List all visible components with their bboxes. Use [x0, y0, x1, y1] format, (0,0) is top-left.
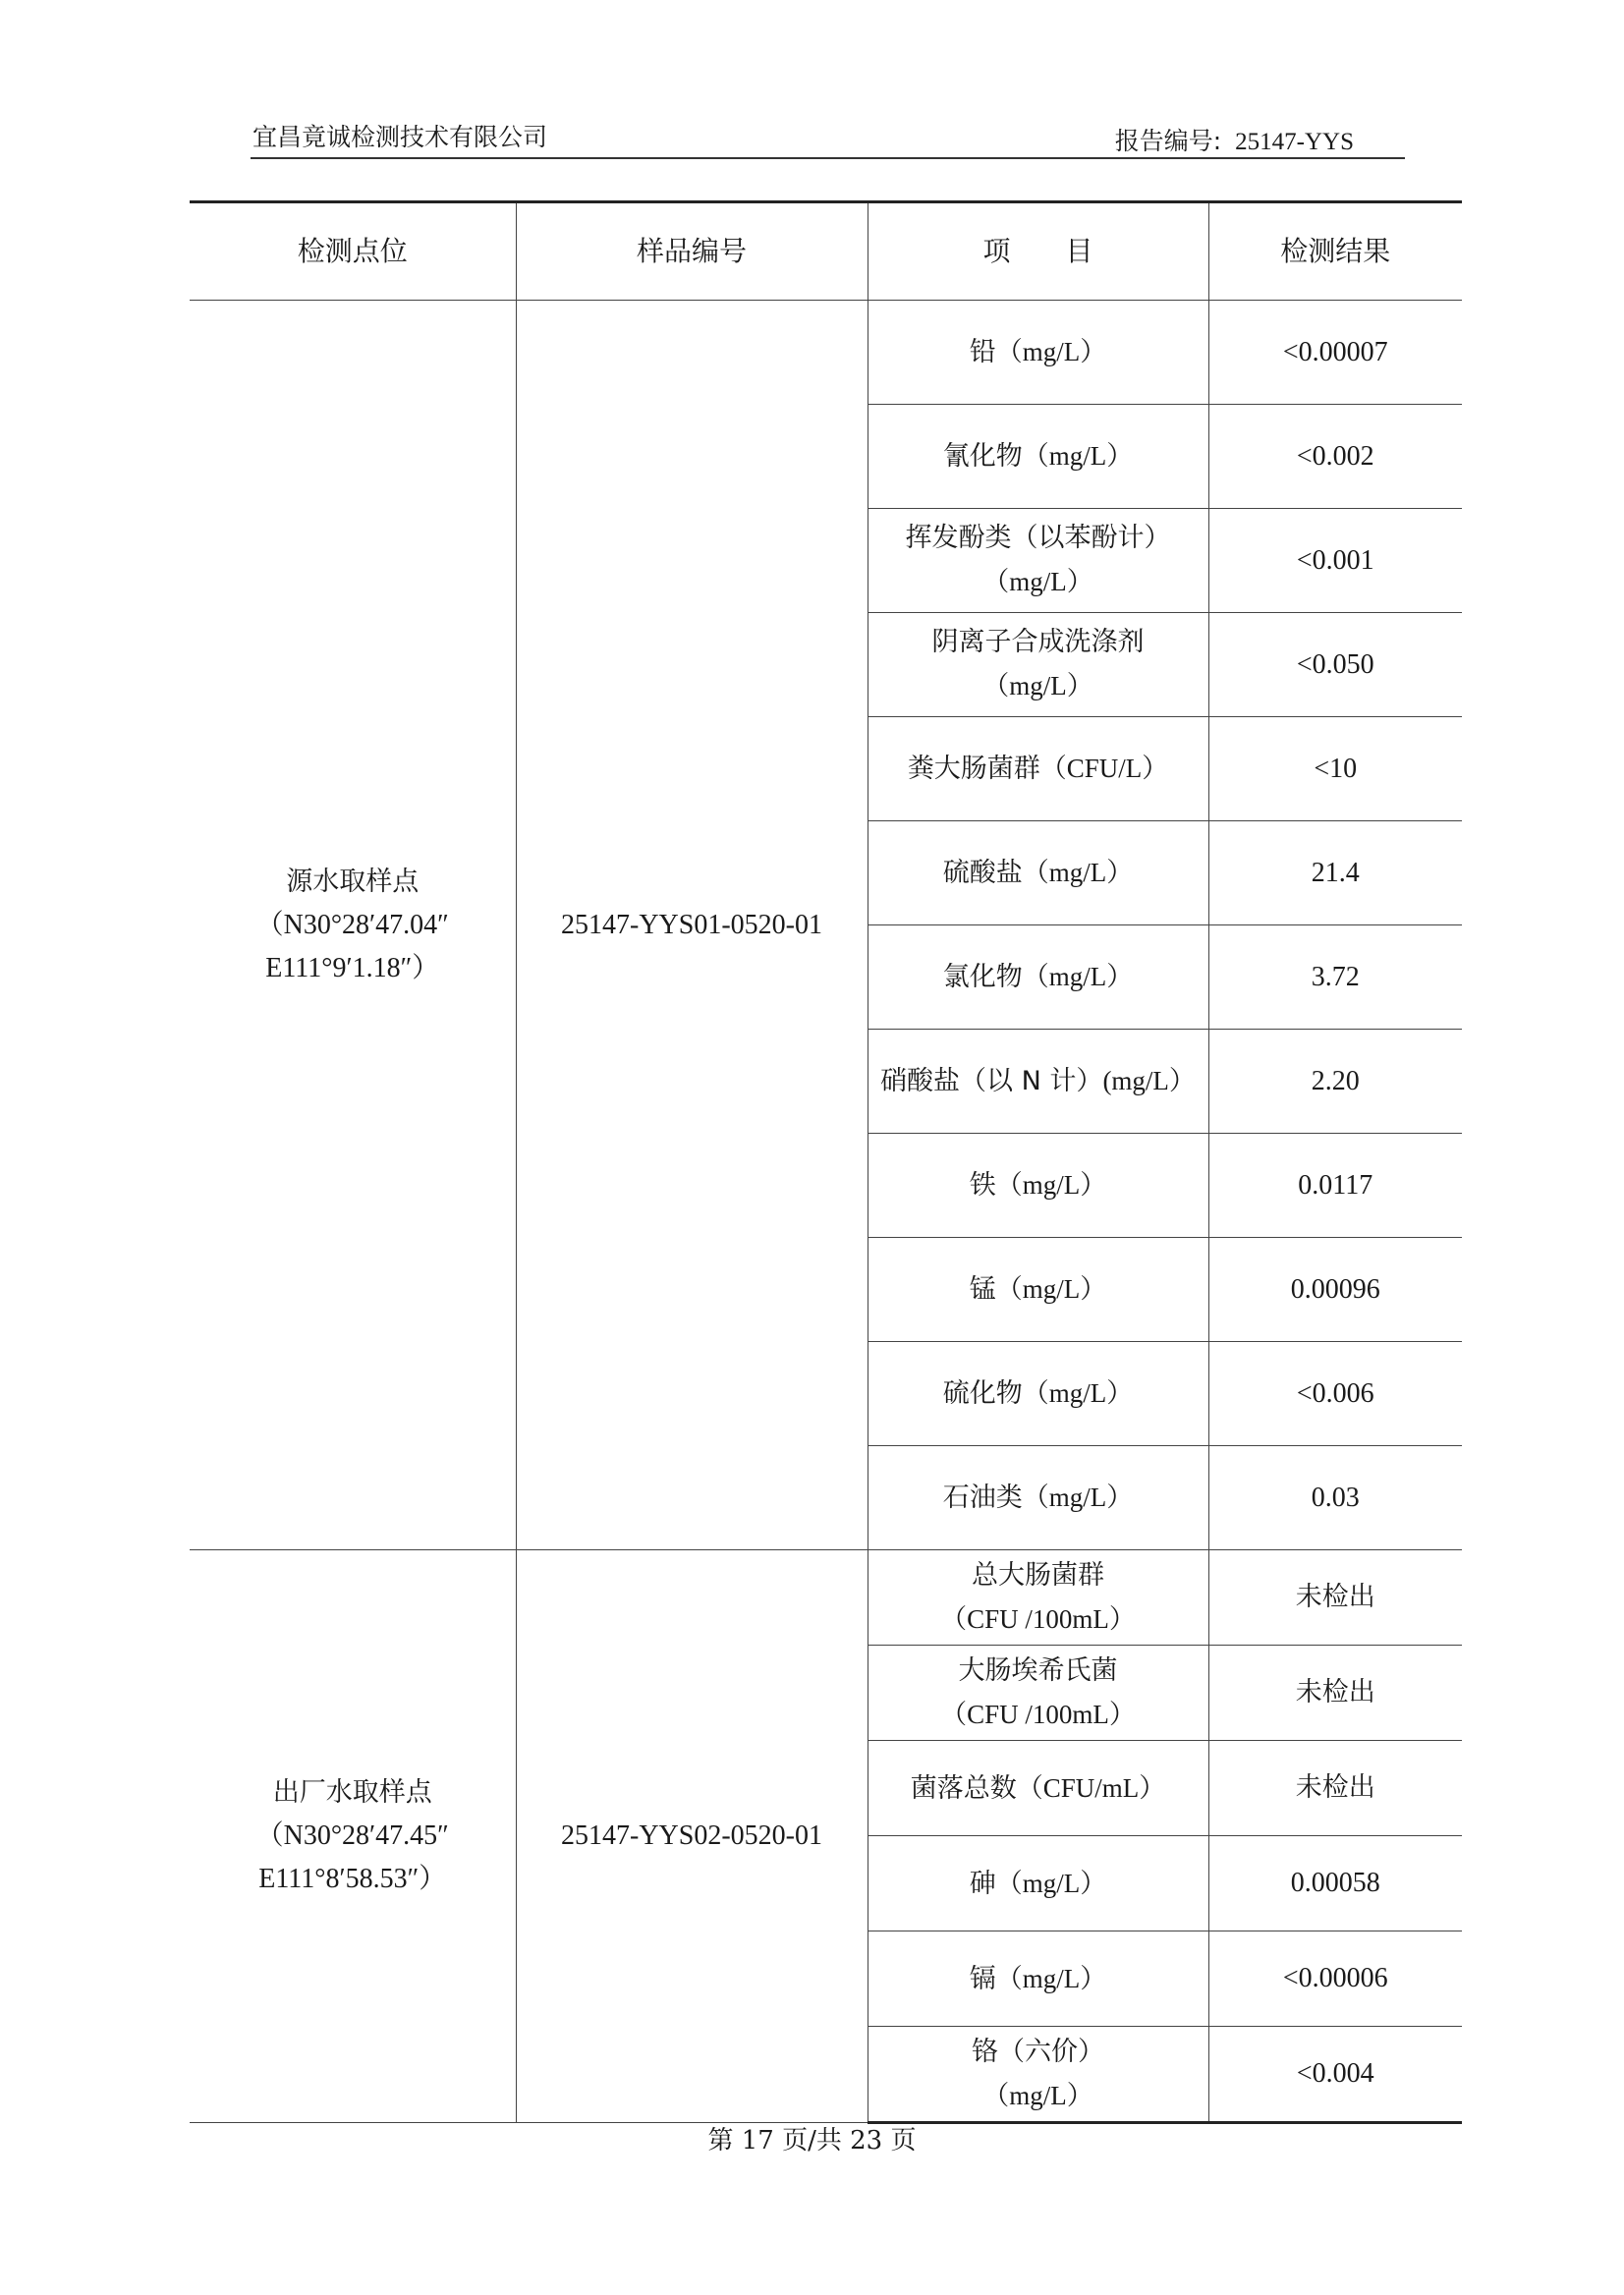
item-cell: [868, 1238, 1208, 1342]
item-name: 粪大肠菌群: [907, 754, 1040, 784]
item-name: 铬（六价）: [972, 2036, 1104, 2067]
item-unit: （CFU /100mL）: [940, 1603, 1136, 1634]
item-name: 阴离子合成洗涤剂: [931, 627, 1145, 657]
result-cell: 0.00096: [1208, 1238, 1462, 1342]
page-header: [251, 116, 1405, 159]
item-name: 大肠埃希氏菌: [958, 1654, 1118, 1686]
result-cell: 0.0117: [1208, 1134, 1462, 1238]
item-cell: [868, 1134, 1208, 1238]
item-unit: （mg/L）: [1022, 1483, 1134, 1512]
item-name: 挥发酚类（以苯酚计）: [905, 523, 1171, 553]
page-footer: 第 17 页/共 23 页: [707, 2126, 917, 2155]
item-unit: （CFU/mL）: [1016, 1772, 1166, 1803]
result-cell: <10: [1208, 717, 1462, 821]
company-name: 宜昌竟诚检测技术有限公司: [252, 123, 548, 151]
location-cell: [190, 301, 516, 1550]
item-cell: [868, 2027, 1208, 2123]
item-unit: (mg/L）: [1102, 1066, 1196, 1095]
result-cell: <0.050: [1208, 613, 1462, 717]
result-cell: <0.00007: [1208, 301, 1462, 405]
item-unit: （mg/L）: [1022, 858, 1134, 887]
item-unit: （mg/L）: [1022, 962, 1134, 991]
report-number: 25147-YYS: [1235, 129, 1354, 155]
item-cell: [868, 509, 1208, 613]
item-name: 铅: [969, 337, 996, 367]
table-row: [190, 1550, 1462, 1646]
result-cell: 0.03: [1208, 1446, 1462, 1550]
item-unit: （mg/L）: [1022, 1378, 1134, 1408]
result-cell: 2.20: [1208, 1030, 1462, 1134]
column-header-item: 项 目: [868, 202, 1208, 301]
result-cell: <0.001: [1208, 509, 1462, 613]
item-name: 铁: [969, 1170, 996, 1201]
result-cell: 未检出: [1208, 1550, 1462, 1646]
item-unit: （mg/L）: [995, 1868, 1107, 1898]
item-unit: （mg/L）: [1022, 441, 1134, 471]
sample-id-cell: 25147-YYS02-0520-01: [516, 1550, 868, 2123]
item-name: 镉: [969, 1963, 996, 1994]
location-longitude: E111°9′1.18″）: [265, 952, 440, 983]
table-header-row: [190, 202, 1462, 301]
result-cell: 未检出: [1208, 1741, 1462, 1836]
result-cell: <0.00006: [1208, 1931, 1462, 2027]
results-table: [190, 200, 1462, 2124]
item-name: 硫化物: [942, 1378, 1023, 1409]
item-cell: [868, 717, 1208, 821]
item-cell: [868, 1342, 1208, 1446]
result-cell: <0.004: [1208, 2027, 1462, 2123]
location-cell: [190, 1550, 516, 2123]
location-name: 源水取样点: [286, 866, 420, 897]
item-cell: [868, 1550, 1208, 1646]
item-cell: [868, 301, 1208, 405]
item-cell: [868, 821, 1208, 925]
item-unit: （CFU /100mL）: [940, 1699, 1136, 1729]
item-name: 硫酸盐: [942, 858, 1023, 888]
item-name: 石油类: [942, 1483, 1023, 1513]
item-name: 菌落总数: [910, 1772, 1017, 1804]
item-unit: （mg/L）: [995, 1170, 1107, 1200]
table-row: [190, 301, 1462, 405]
item-cell: [868, 1741, 1208, 1836]
item-name: 氯化物: [942, 962, 1023, 992]
item-name: 总大肠菌群: [972, 1559, 1104, 1591]
item-unit: （CFU/L）: [1039, 754, 1169, 783]
result-cell: 0.00058: [1208, 1836, 1462, 1931]
item-cell: [868, 1446, 1208, 1550]
item-cell: [868, 1646, 1208, 1741]
item-unit: （mg/L）: [995, 1274, 1107, 1304]
location-latitude: （N30°28′47.45″: [255, 1820, 449, 1851]
result-cell: 21.4: [1208, 821, 1462, 925]
item-cell: [868, 925, 1208, 1030]
item-name: 硝酸盐（以 N 计）: [880, 1066, 1103, 1096]
item-name: 锰: [969, 1274, 996, 1305]
result-cell: 3.72: [1208, 925, 1462, 1030]
location-latitude: （N30°28′47.04″: [255, 909, 449, 940]
location-longitude: E111°8′58.53″）: [258, 1864, 447, 1894]
column-header-sample-id: 样品编号: [516, 202, 868, 301]
item-unit: （mg/L）: [995, 1963, 1107, 1993]
item-cell: [868, 613, 1208, 717]
location-name: 出厂水取样点: [272, 1777, 432, 1808]
item-cell: [868, 1030, 1208, 1134]
item-cell: [868, 1931, 1208, 2027]
result-cell: <0.002: [1208, 405, 1462, 509]
result-cell: 未检出: [1208, 1646, 1462, 1741]
report-number-line: [1115, 122, 1354, 157]
item-unit: （mg/L）: [982, 2080, 1093, 2110]
item-name: 砷: [969, 1868, 996, 1899]
item-unit: （mg/L）: [995, 337, 1107, 366]
column-header-result: 检测结果: [1208, 202, 1462, 301]
sample-id-cell: 25147-YYS01-0520-01: [516, 301, 868, 1550]
item-cell: [868, 405, 1208, 509]
column-header-location: 检测点位: [190, 202, 516, 301]
item-unit: （mg/L）: [982, 671, 1093, 700]
result-cell: <0.006: [1208, 1342, 1462, 1446]
item-name: 氰化物: [942, 441, 1023, 472]
item-unit: （mg/L）: [982, 567, 1093, 596]
report-number-label: 报告编号:: [1114, 127, 1222, 155]
item-cell: [868, 1836, 1208, 1931]
